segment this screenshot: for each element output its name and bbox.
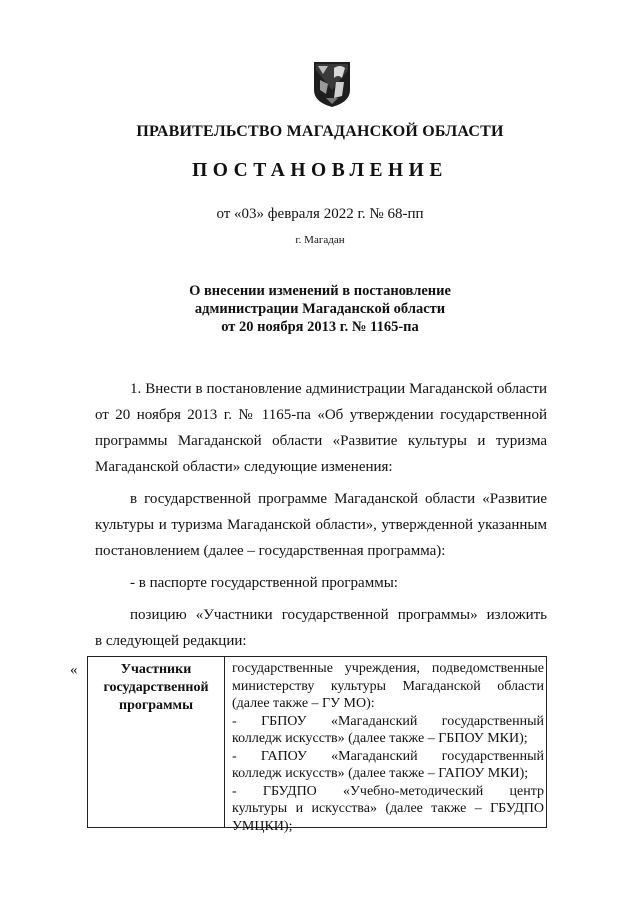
- paragraph-line: постановлением (далее – государственная программа):: [95, 543, 446, 559]
- participants-table: [87, 656, 547, 834]
- opening-quote: «: [70, 662, 78, 678]
- value-cell-line: культуры и искусства» (далее также – ГБУДПО: [232, 801, 544, 816]
- value-cell-line: колледж искусств» (далее также – ГАПОУ МКИ);: [232, 766, 529, 781]
- paragraph-line: программы Магаданской области «Развитие культуры и туризма: [95, 433, 547, 449]
- magadan-coat-of-arms-icon: [312, 60, 352, 108]
- value-cell-line: (далее также – ГУ МО):: [232, 696, 375, 711]
- value-cell-line: государственные учреждения, подведомственные: [232, 661, 544, 676]
- paragraph-3: [95, 570, 547, 596]
- value-cell-line: - ГБУДПО «Учебно-методический центр: [232, 783, 544, 799]
- value-cell-line: УМЦКИ);: [232, 818, 293, 834]
- paragraph-line: 1. Внести в постановление администрации Магаданской области: [130, 381, 547, 397]
- paragraph-4: [95, 602, 547, 654]
- participants-value-cell: [232, 660, 544, 835]
- paragraph-line: в следующей редакции:: [95, 633, 247, 649]
- document-date-number: от «03» февраля 2022 г. № 68-пп: [216, 206, 424, 222]
- paragraph-line: в государственной программе Магаданской области «Развитие: [130, 491, 547, 507]
- subject-line: от 20 ноября 2013 г. № 1165-па: [221, 319, 419, 335]
- paragraph-line: - в паспорте государственной программы:: [130, 575, 398, 591]
- document-type: ПОСТАНОВЛЕНИЕ: [192, 160, 448, 181]
- document-subject: [0, 282, 640, 336]
- header-cell-line: государственной: [103, 680, 209, 695]
- paragraph-line: Магаданской области» следующие изменения:: [95, 459, 393, 475]
- value-cell-line: - ГБПОУ «Магаданский государственный: [232, 713, 544, 729]
- paragraph-line: от 20 ноября 2013 г. № 1165-па «Об утверждении государственной: [95, 407, 547, 423]
- paragraph-line: позицию «Участники государственной программы» изложить: [130, 607, 547, 623]
- header-cell-line: Участники: [120, 662, 192, 677]
- value-cell-line: колледж искусств» (далее также – ГБПОУ МКИ);: [232, 731, 528, 746]
- header-cell-line: программы: [119, 698, 193, 713]
- document-body: [95, 376, 547, 654]
- subject-line: О внесении изменений в постановление: [189, 283, 451, 299]
- subject-line: администрации Магаданской области: [194, 301, 446, 317]
- value-cell-line: министерству культуры Магаданской области: [232, 678, 544, 694]
- paragraph-1: [95, 376, 547, 480]
- city-label: г. Магадан: [295, 234, 345, 246]
- value-cell-line: - ГАПОУ «Магаданский государственный: [232, 748, 544, 764]
- government-title: ПРАВИТЕЛЬСТВО МАГАДАНСКОЙ ОБЛАСТИ: [136, 123, 504, 140]
- paragraph-line: культуры и туризма Магаданской области», утвержденной указанным: [95, 517, 547, 533]
- participants-header-cell: [88, 657, 225, 827]
- paragraph-2: [95, 486, 547, 564]
